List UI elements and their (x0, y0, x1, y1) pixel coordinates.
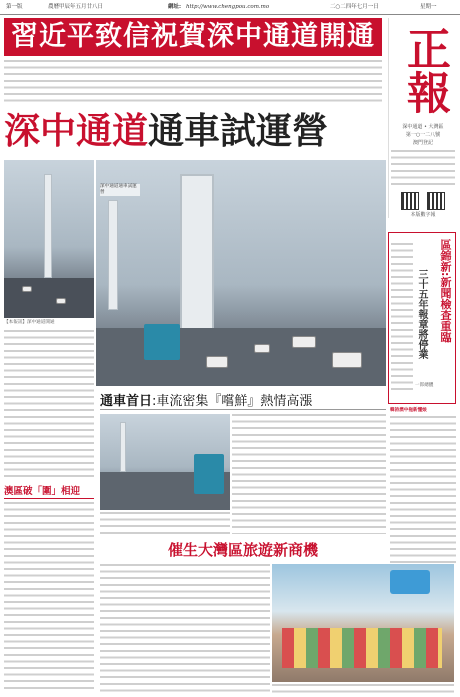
bridge-photo-main (96, 160, 386, 386)
banner-headline: 習近平致信祝賀深中通道開通 (4, 18, 382, 56)
main-photo-caption: 深中通道通車試運營 (100, 184, 140, 196)
masthead-tagline: 深中通道 • 大灣區 (402, 124, 444, 130)
story2-label: 通車首日 (100, 394, 153, 409)
lunar-date: 農曆甲辰年五月廿八日 (48, 4, 104, 10)
sidebar-text (390, 416, 456, 566)
section-label: 第一版 (6, 4, 23, 10)
bridge-photo-left (4, 160, 94, 318)
website-link[interactable]: http://www.chengpou.com.mo (186, 4, 270, 10)
story3-text (4, 502, 94, 692)
newspaper-logo: 正報 (399, 26, 450, 114)
left-column-text (4, 330, 94, 480)
issue-date: 二○二四年七月一日 (330, 4, 379, 10)
story2-title: :車流密集『嚐鮮』熱情高漲 (152, 394, 313, 409)
weekday: 星期一 (420, 4, 437, 10)
sidebar-sub: 韓詩澳中拖新懂娘 (390, 408, 427, 413)
main-title (4, 110, 384, 154)
top-bar (0, 0, 460, 15)
main-title-part2: 通車試運營 (148, 111, 329, 152)
sidebar-box (388, 232, 456, 404)
sidebar-box-text (391, 243, 413, 393)
sidebar-col-title: 三十五年報章將停業 (416, 269, 427, 359)
masthead-contact (391, 150, 455, 186)
qr-code-icon[interactable] (427, 192, 445, 210)
tourists-photo (272, 564, 454, 682)
bus-photo-caption (100, 512, 230, 534)
qr-code-icon[interactable] (401, 192, 419, 210)
sidebar-byline: 一郎總體 (415, 383, 434, 388)
story2-text (232, 414, 386, 534)
story4-title: 催生大灣區旅遊新商機 (167, 541, 318, 559)
sidebar-box-title: 區錦新:新聞檢查重臨 (439, 239, 452, 343)
story4-text (100, 564, 270, 692)
main-title-part1: 深中通道 (4, 111, 149, 152)
masthead-reg: 澳門登記 (412, 140, 433, 146)
digital-label: 本版數字報 (410, 212, 436, 218)
lead-article-text (4, 60, 382, 106)
masthead-issue: 第一○一二八號 (405, 132, 441, 138)
bus-photo (100, 414, 230, 510)
tourists-photo-caption (272, 684, 454, 694)
masthead (388, 18, 456, 218)
story3-title: 澳區破「圍」相迎 (4, 486, 94, 499)
left-photo-caption: 【本報訊】深中通道開通 (4, 320, 55, 325)
story2-header (100, 390, 386, 410)
website-label: 網址: (168, 4, 182, 10)
